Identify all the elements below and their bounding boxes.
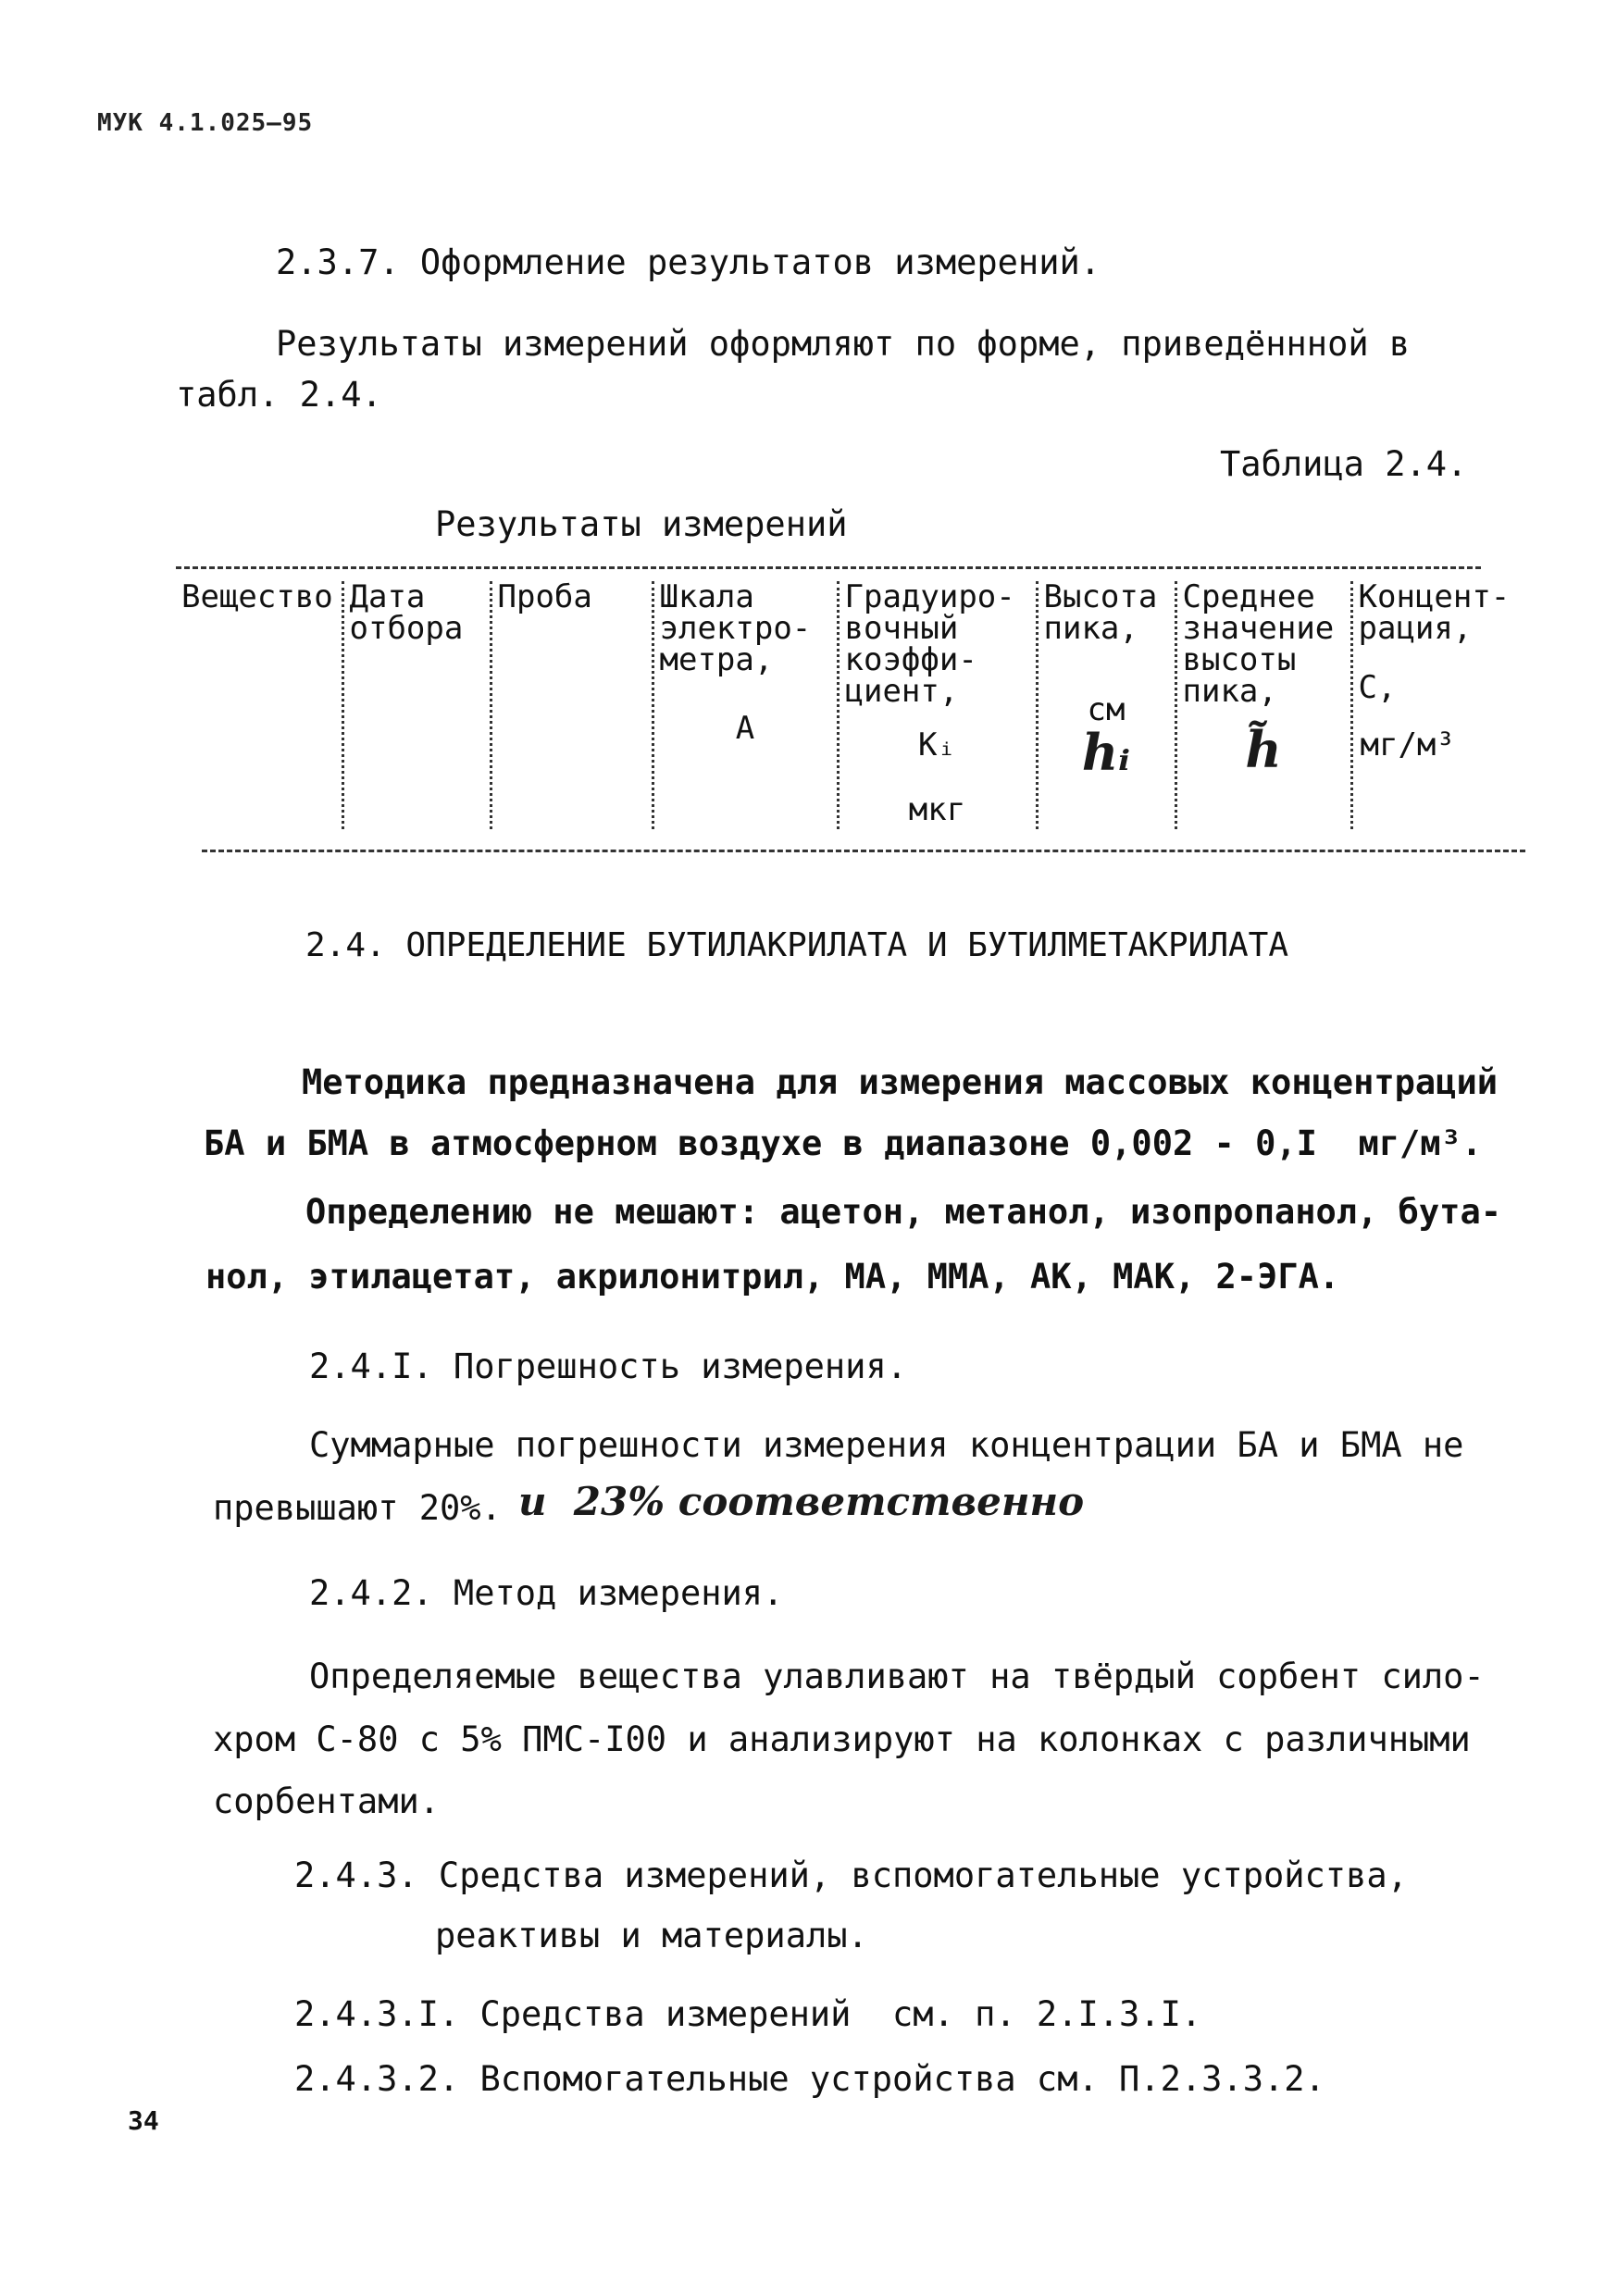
section-242-line2: хром С-80 с 5% ПМС-I00 и анализируют на колонках с различными — [213, 1719, 1471, 1759]
section-241-title: 2.4.I. Погрешность измерения. — [309, 1347, 908, 1386]
symbol-hi: hᵢ — [1081, 723, 1131, 782]
section-24-p2-line2: нол, этилацетат, акрилонитрил, МА, ММА, АК, МАК, 2-ЭГА. — [205, 1257, 1340, 1297]
unit-mg-m3: мг/м³ — [1360, 726, 1455, 763]
table-header-row — [176, 581, 1536, 829]
col-substance: Вещество — [176, 581, 342, 829]
section-243-item2: 2.4.3.2. Вспомогательные устройства см. П.2.3.3.2. — [294, 2059, 1325, 2099]
handwritten-correction: и 23% соответственно — [518, 1479, 1085, 1524]
section-241-line2-printed: превышают 20%. — [213, 1488, 502, 1528]
unit-ampere: А — [735, 710, 755, 747]
section-24-title: 2.4. ОПРЕДЕЛЕНИЕ БУТИЛАКРИЛАТА И БУТИЛМЕТАКРИЛАТА — [305, 926, 1289, 964]
section-242-title: 2.4.2. Метод измерения. — [309, 1573, 784, 1613]
results-table — [176, 578, 1536, 829]
unit-cm: см — [1087, 691, 1126, 728]
table-label: Таблица 2.4. — [1220, 444, 1468, 484]
section-243-title-line1: 2.4.3. Средства измерений, вспомогательные устройства, — [294, 1855, 1408, 1895]
symbol-ki: Kᵢ — [918, 726, 956, 763]
section-242-line3: сорбентами. — [213, 1781, 441, 1821]
section-24-p1-line1: Методика предназначена для измерения массовых концентраций — [302, 1062, 1499, 1102]
section-241-line1: Суммарные погрешности измерения концентрации БА и БМА не — [309, 1425, 1464, 1465]
table-top-rule — [176, 566, 1481, 569]
table-bottom-rule — [202, 850, 1525, 852]
page-number: 34 — [128, 2105, 159, 2136]
col-peak-height: Высота пика, см hᵢ — [1037, 581, 1175, 829]
section-242-line1: Определяемые вещества улавливают на твёрдый сорбент сило- — [309, 1657, 1485, 1696]
col-sample: Проба — [491, 581, 653, 829]
symbol-h-mean: h̃ — [1245, 720, 1282, 779]
unit-mkg: мкг — [908, 791, 966, 828]
col-mean-peak-height: Среднее значение высоты пика, h̃ — [1175, 581, 1351, 829]
col-calibration-coefficient: Градуиро- вочный коэффи- циент, Kᵢ мкг — [838, 581, 1037, 829]
col-sampling-date: Дата отбора — [342, 581, 491, 829]
doc-code-header: МУК 4.1.025—95 — [97, 109, 314, 137]
section-237-body-line2: табл. 2.4. — [176, 375, 382, 415]
section-243-title-line2: реактивы и материалы. — [435, 1916, 868, 1955]
section-24-p1-line2: БА и БМА в атмосферном воздухе в диапазоне 0,002 - 0,I мг/м³. — [204, 1123, 1483, 1163]
col-electrometer-scale: Шкала электро- метра, А — [653, 581, 838, 829]
col-concentration: Концент- рация, С, мг/м³ — [1351, 581, 1536, 829]
section-237-body-line1: Результаты измерений оформляют по форме, приведённной в — [276, 324, 1411, 364]
table-caption: Результаты измерений — [435, 504, 848, 544]
section-24-p2-line1: Определению не мешают: ацетон, метанол, изопропанол, бута- — [305, 1192, 1502, 1232]
section-237-title: 2.3.7. Оформление результатов измерений. — [276, 242, 1101, 282]
section-243-item1: 2.4.3.I. Средства измерений см. п. 2.I.3.I. — [294, 1994, 1202, 2034]
